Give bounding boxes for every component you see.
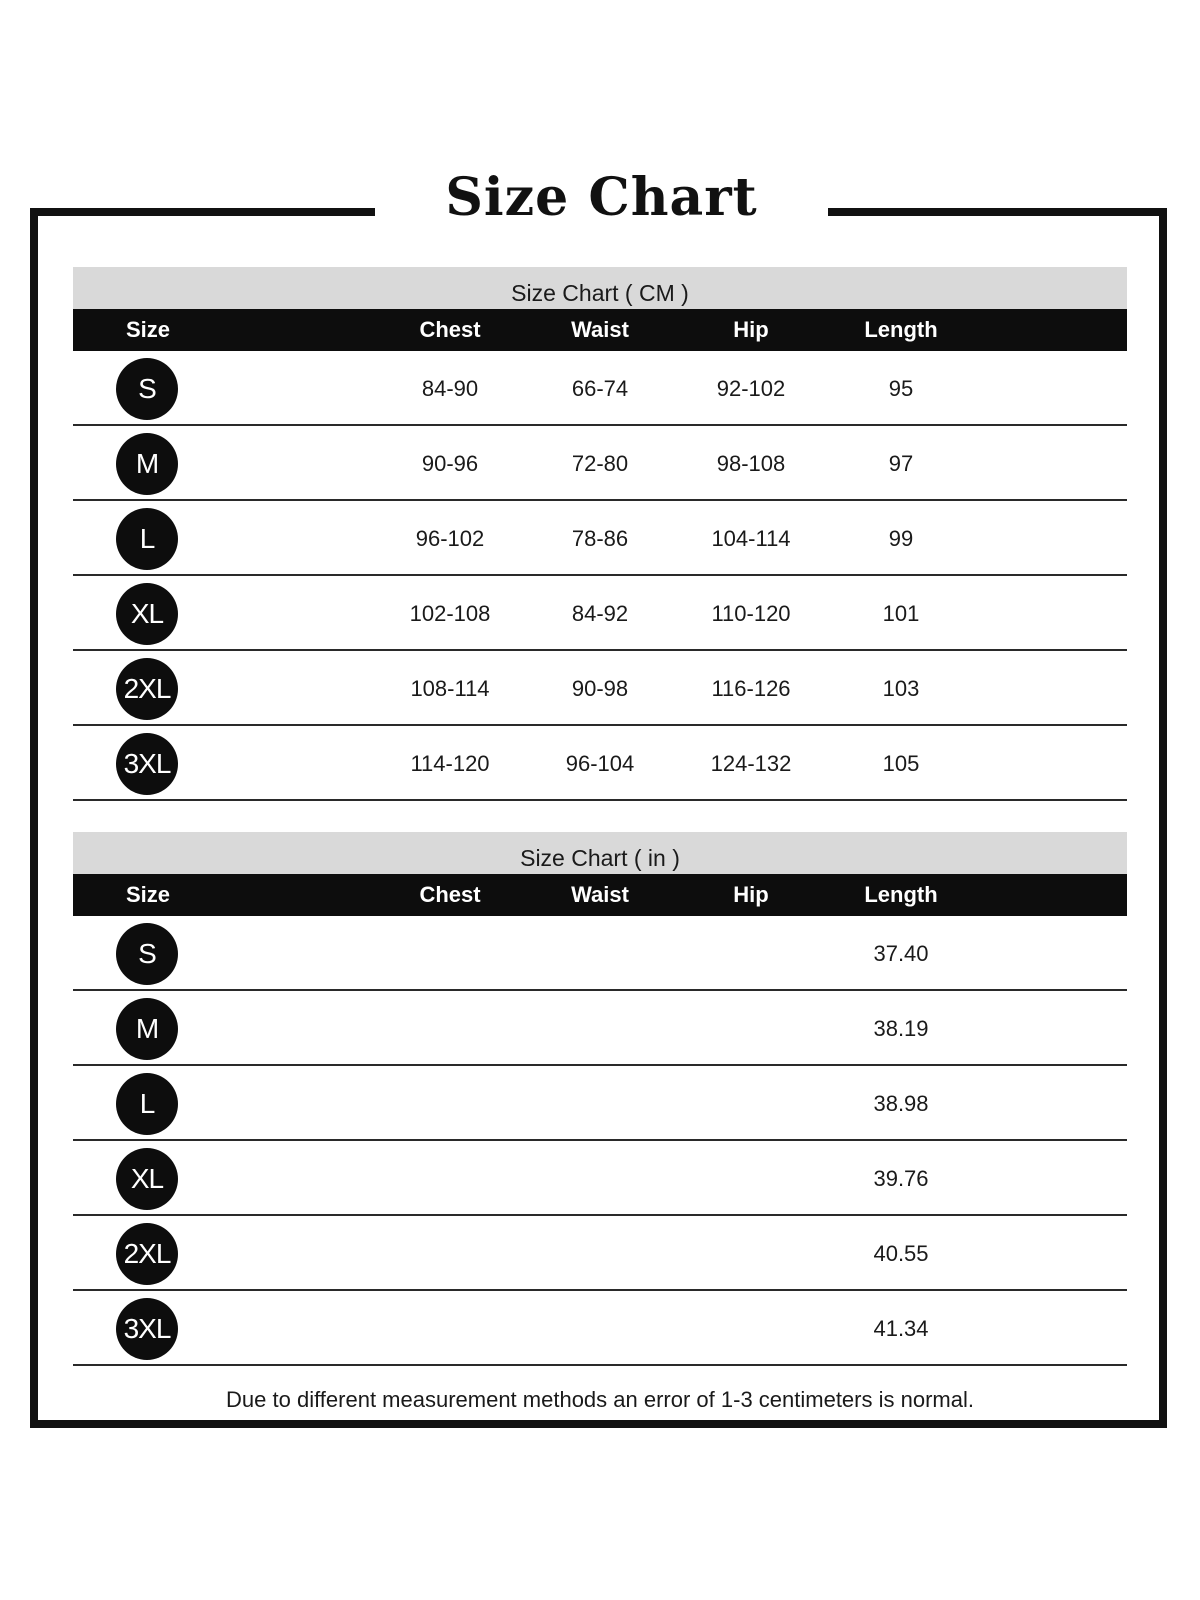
length-cell: 37.40 [873, 941, 929, 966]
chest-cell: 114-120 [410, 751, 490, 776]
hip-cell: 98-108 [716, 451, 786, 476]
size-badge: S [116, 358, 178, 420]
length-cell: 38.19 [873, 1016, 929, 1041]
waist-cell: 96-104 [565, 751, 635, 776]
header-row-cm [73, 309, 1127, 351]
waist-cell: 72-80 [571, 451, 629, 476]
waist-cell: 90-98 [571, 676, 629, 701]
table-row [73, 651, 1127, 726]
table-row [73, 576, 1127, 651]
size-badge: 2XL [116, 1223, 178, 1285]
length-cell: 97 [888, 451, 914, 476]
waist-cell: 84-92 [571, 601, 629, 626]
header-length: Length [864, 882, 938, 907]
length-cell: 101 [882, 601, 920, 626]
length-cell: 39.76 [873, 1166, 929, 1191]
header-row-in [73, 874, 1127, 916]
waist-cell: 78-86 [571, 526, 629, 551]
waist-cell: 66-74 [571, 376, 629, 401]
chest-cell: 108-114 [410, 676, 490, 701]
table-row [73, 1216, 1127, 1291]
table-row [73, 991, 1127, 1066]
hip-cell: 92-102 [716, 376, 786, 401]
size-badge: M [116, 998, 178, 1060]
table-row [73, 1066, 1127, 1141]
header-hip: Hip [733, 317, 769, 342]
size-badge: XL [116, 1148, 178, 1210]
rows-in [73, 916, 1127, 1366]
length-cell: 41.34 [873, 1316, 929, 1341]
chest-cell: 90-96 [421, 451, 479, 476]
header-size: Size [125, 317, 171, 342]
length-cell: 103 [882, 676, 920, 701]
table-row [73, 1291, 1127, 1366]
header-waist: Waist [571, 882, 629, 907]
hip-cell: 124-132 [710, 751, 792, 776]
size-badge: S [116, 923, 178, 985]
size-badge: 3XL [116, 1298, 178, 1360]
table-row [73, 426, 1127, 501]
rows-cm [73, 351, 1127, 801]
table-row [73, 726, 1127, 801]
header-chest: Chest [419, 882, 481, 907]
hip-cell: 116-126 [711, 676, 791, 701]
chest-cell: 84-90 [421, 376, 479, 401]
size-chart-in [73, 832, 1127, 1366]
size-chart-cm [73, 267, 1127, 801]
header-length: Length [864, 317, 938, 342]
size-badge: M [116, 433, 178, 495]
length-cell: 38.98 [873, 1091, 929, 1116]
length-cell: 99 [888, 526, 914, 551]
table-row [73, 1141, 1127, 1216]
header-chest: Chest [419, 317, 481, 342]
header-size: Size [125, 882, 171, 907]
chest-cell: 96-102 [415, 526, 485, 551]
hip-cell: 110-120 [711, 601, 791, 626]
table-row [73, 916, 1127, 991]
length-cell: 40.55 [873, 1241, 929, 1266]
page-title: Size Chart [445, 167, 758, 228]
size-badge: 2XL [116, 658, 178, 720]
footer-note: Due to different measurement methods an error of 1-3 centimeters is normal. [226, 1387, 974, 1412]
header-waist: Waist [571, 317, 629, 342]
size-badge: L [116, 1073, 178, 1135]
length-cell: 105 [882, 751, 920, 776]
chart-caption-cm: Size Chart ( CM ) [73, 267, 1127, 309]
table-row [73, 351, 1127, 426]
hip-cell: 104-114 [711, 526, 791, 551]
header-hip: Hip [733, 882, 769, 907]
chest-cell: 102-108 [409, 601, 491, 626]
size-badge: L [116, 508, 178, 570]
size-badge: 3XL [116, 733, 178, 795]
size-badge: XL [116, 583, 178, 645]
table-row [73, 501, 1127, 576]
chart-caption-in: Size Chart ( in ) [73, 832, 1127, 874]
length-cell: 95 [888, 376, 914, 401]
